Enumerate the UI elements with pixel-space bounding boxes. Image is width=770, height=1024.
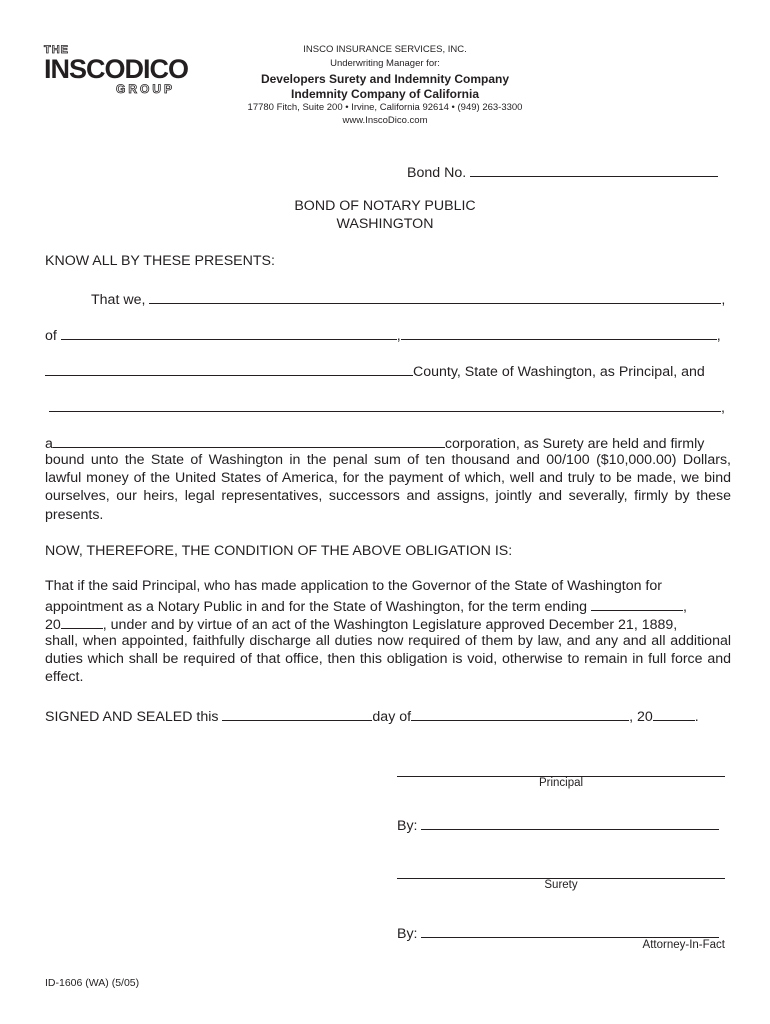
header-surety-1: Developers Surety and Indemnity Company [260,72,510,86]
header-role: Underwriting Manager for: [330,58,440,69]
signed-prefix: SIGNED AND SEALED this [45,709,219,725]
signed-year-field[interactable] [653,706,695,721]
form-title-line1: BOND OF NOTARY PUBLIC [294,198,476,214]
corporation-text: corporation, as Surety are held and firmly [444,436,705,452]
principal-by-field[interactable] [421,815,719,830]
county-field[interactable] [45,361,413,376]
term-year-field[interactable] [61,614,103,629]
header-surety-2: Indemnity Company of California [290,87,479,101]
condition-heading: NOW, THEREFORE, THE CONDITION OF THE ABOVE OBLIGATION IS: [45,543,513,559]
principal-by-row [397,815,719,834]
attorney-by-field[interactable] [421,923,719,938]
signed-day-field[interactable] [222,706,372,721]
condition-line-2-text: appointment as a Notary Public in and for the State of Washington, for the term ending [45,599,588,615]
bond-number-row [407,162,718,181]
condition-year-prefix: 20 [45,617,61,633]
condition-line-3 [45,614,677,633]
form-title-line2: WASHINGTON [336,216,434,232]
term-ending-field[interactable] [591,596,683,611]
principal-name-field[interactable] [149,289,721,304]
header-address: 17780 Fitch, Suite 200 • Irvine, California 92614 • (949) 263-3300 [247,102,523,113]
corporation-row [45,433,704,452]
surety-label: Surety [544,879,578,891]
of-row: of , , [45,325,721,344]
bond-number-label: Bond No. [407,165,467,181]
a-label: a [45,436,53,452]
condition-rest: shall, when appointed, faithfully discharge all duties now required of them by law, and any and all additional duties which shall be required of that office, then this obligation is void, otherwise to remain in full force and effect. [45,633,731,686]
know-all-heading: KNOW ALL BY THESE PRESENTS: [45,253,275,269]
signed-day-of: day of [372,709,412,725]
by-label: By: [397,818,418,834]
county-text: County, State of Washington, as Principal, and [413,364,705,380]
signed-sealed-row: SIGNED AND SEALED this day of , 20 . [45,706,699,725]
condition-line-3-text: , under and by virtue of an act of the Washington Legislature approved December 21, 1889, [102,617,678,633]
surety-name-field[interactable] [49,397,721,412]
county-row [45,361,705,380]
logo-the: THE [44,44,69,56]
signed-year-prefix: , 20 [629,709,653,725]
that-we-label: That we, [91,292,146,308]
header-company: INSCO INSURANCE SERVICES, INC. [303,44,467,55]
signed-month-field[interactable] [411,706,629,721]
logo-main: INSCODICO [44,54,189,84]
surety-row: , [49,397,725,416]
of-label: of [45,328,57,344]
condition-line-1: That if the said Principal, who has made application to the Governor of the State of Washington for [45,578,662,594]
form-id: ID-1606 (WA) (5/05) [45,977,140,989]
condition-line-2: appointment as a Notary Public in and for the State of Washington, for the term ending , [45,596,687,615]
attorney-label: Attorney-In-Fact [642,939,725,951]
that-we-row: That we, , [91,289,725,308]
bound-paragraph: bound unto the State of Washington in the penal sum of ten thousand and 00/100 ($10,000.00) Dollars, lawful money of the United States of America, for the payment of which, well and truly to be made, we bind ourselves, our heirs, legal representatives, successors and assigns, jointly and severally, firmly by these presents. [45,452,731,523]
principal-city-field[interactable] [401,325,717,340]
logo-group: GROUP [116,82,176,96]
header-website: www.InscoDico.com [342,115,428,126]
by-label-2: By: [397,926,418,942]
bond-number-field[interactable] [470,162,718,177]
corporation-state-field[interactable] [53,433,445,448]
principal-label: Principal [538,777,584,789]
principal-address-field[interactable] [61,325,397,340]
